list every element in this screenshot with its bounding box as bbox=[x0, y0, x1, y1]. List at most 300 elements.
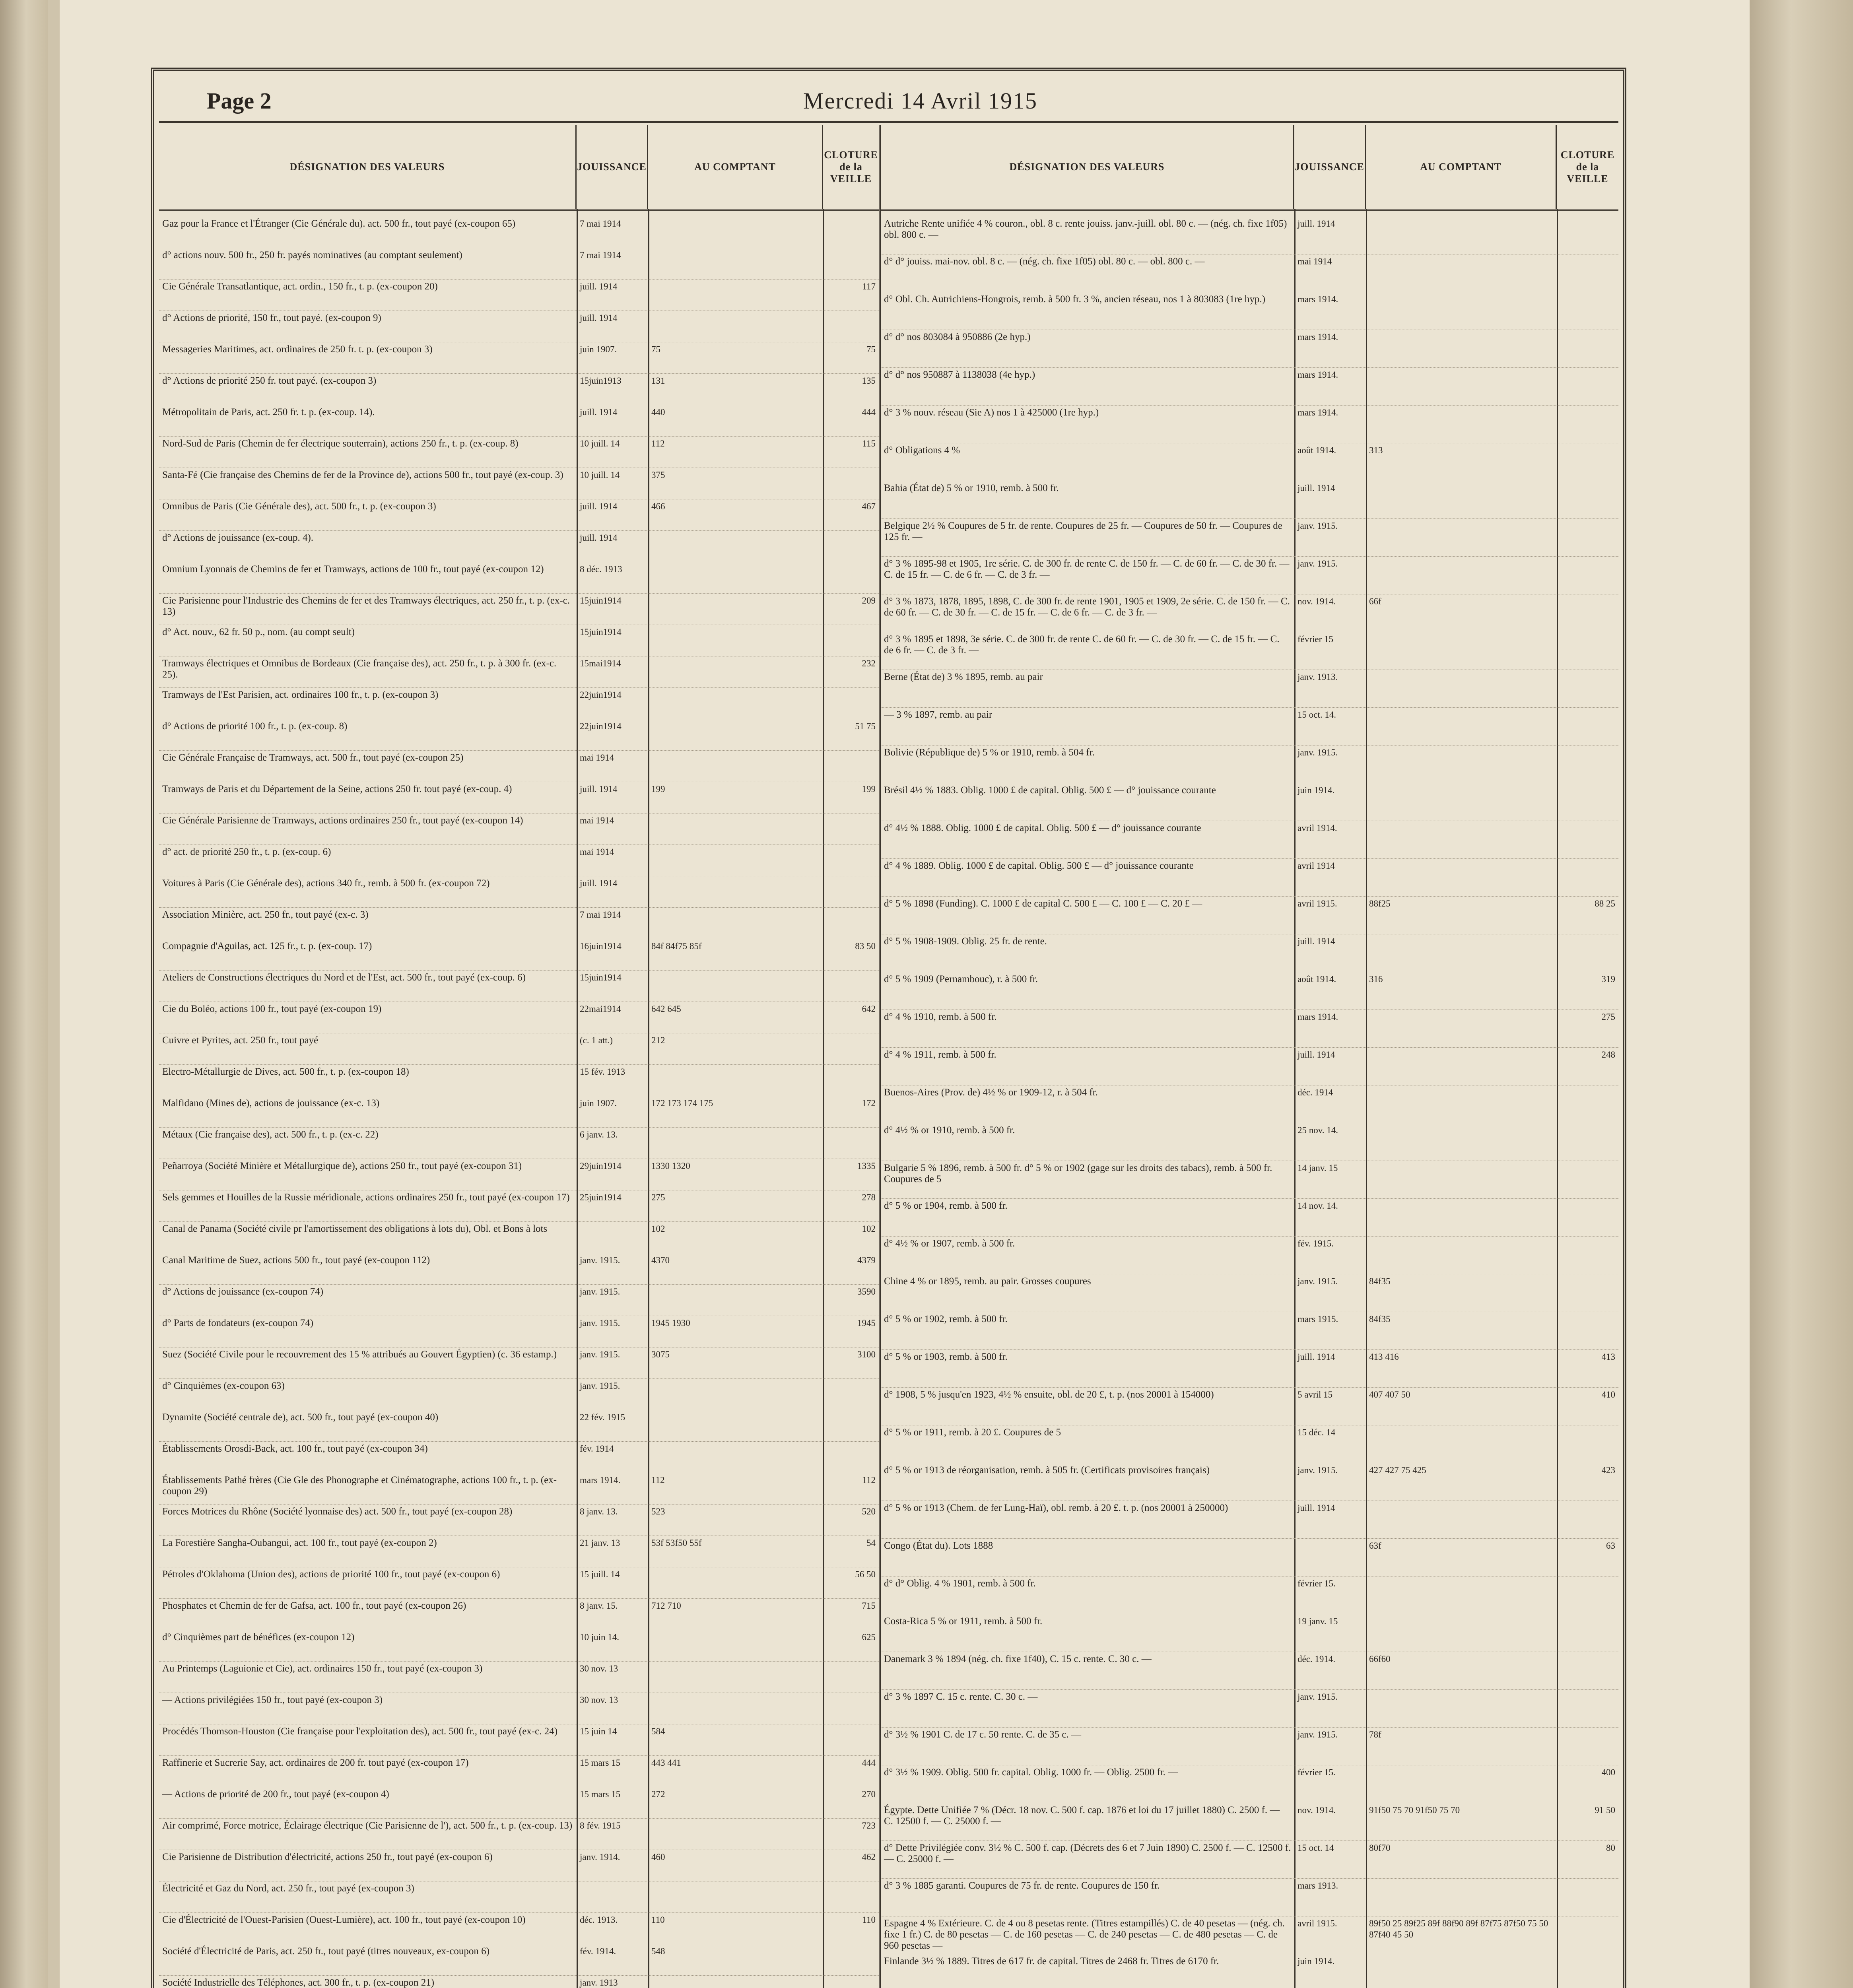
jouissance-date: juin 1914. bbox=[1297, 1956, 1335, 1966]
cash-price: 1330 1320 bbox=[651, 1161, 690, 1171]
table-row bbox=[159, 1567, 879, 1599]
security-name: d° 4½ % 1888. Oblig. 1000 £ de capital. Oblig. 500 £ — d° jouissance courante bbox=[884, 823, 1201, 833]
previous-close: 88 25 bbox=[1595, 899, 1615, 909]
cash-price bbox=[1366, 1501, 1557, 1504]
cash-price: 53f 53f50 55f bbox=[651, 1538, 702, 1548]
table-row bbox=[159, 719, 879, 751]
cash-price: 172 173 174 175 bbox=[651, 1098, 713, 1108]
table-row bbox=[159, 1159, 879, 1190]
table-row bbox=[881, 859, 1618, 897]
jouissance-date: juill. 1914 bbox=[1297, 483, 1335, 493]
previous-close: 172 bbox=[862, 1098, 876, 1108]
previous-close bbox=[823, 751, 879, 754]
previous-close: 4379 bbox=[857, 1255, 876, 1265]
header-comptant: AU COMPTANT bbox=[1366, 125, 1557, 209]
previous-close: 278 bbox=[862, 1192, 876, 1202]
previous-close bbox=[1557, 443, 1618, 447]
table-row bbox=[159, 1599, 879, 1630]
previous-close bbox=[1557, 859, 1618, 862]
security-name: Buenos-Aires (Prov. de) 4½ % or 1909-12, r. à 504 fr. bbox=[884, 1087, 1098, 1098]
security-name: d° Actions de priorité 250 fr. tout payé. (ex-coupon 3) bbox=[162, 375, 377, 386]
jouissance-date: 16juin1914 bbox=[580, 941, 622, 951]
previous-close bbox=[1557, 292, 1618, 295]
jouissance-date: 15 oct. 14 bbox=[1297, 1843, 1334, 1853]
jouissance-date: juin 1907. bbox=[580, 1098, 617, 1108]
previous-close bbox=[1557, 1728, 1618, 1731]
table-row bbox=[881, 1576, 1618, 1614]
table-row bbox=[159, 1253, 879, 1285]
previous-close bbox=[1557, 632, 1618, 635]
jouissance-date: mars 1914. bbox=[1297, 370, 1338, 380]
jouissance-date: 7 mai 1914 bbox=[580, 219, 621, 229]
security-name: Au Printemps (Laguionie et Cie), act. ordinaires 150 fr., tout payé (ex-coupon 3) bbox=[162, 1663, 483, 1674]
jouissance-date: nov. 1914. bbox=[1297, 596, 1336, 606]
previous-close: 444 bbox=[862, 407, 876, 417]
cash-price bbox=[648, 594, 823, 597]
previous-close bbox=[1557, 1085, 1618, 1089]
table-row bbox=[159, 594, 879, 625]
security-name: d° 4½ % or 1910, remb. à 500 fr. bbox=[884, 1125, 1015, 1136]
previous-close bbox=[1557, 1690, 1618, 1693]
table-row bbox=[881, 1728, 1618, 1765]
jouissance-date: 15 mars 15 bbox=[580, 1789, 621, 1799]
security-name: Malfidano (Mines de), actions de jouissance (ex-c. 13) bbox=[162, 1098, 380, 1109]
previous-close bbox=[1557, 1614, 1618, 1617]
security-name: d° 5 % 1908-1909. Oblig. 25 fr. de rente. bbox=[884, 936, 1047, 947]
table-row bbox=[159, 1693, 879, 1724]
previous-close bbox=[1557, 481, 1618, 484]
table-row bbox=[881, 897, 1618, 934]
table-row bbox=[881, 934, 1618, 972]
jouissance-date: juill. 1914 bbox=[580, 784, 618, 794]
table-row bbox=[881, 1652, 1618, 1690]
previous-close bbox=[823, 1662, 879, 1665]
table-row bbox=[159, 1316, 879, 1347]
header-jouissance: JOUISSANCE bbox=[577, 125, 648, 209]
previous-close: 1945 bbox=[857, 1318, 876, 1328]
previous-close: 117 bbox=[862, 282, 876, 291]
table-row bbox=[159, 248, 879, 280]
table-row bbox=[159, 813, 879, 845]
table-row bbox=[159, 1724, 879, 1756]
security-name: d° d° nos 950887 à 1138038 (4e hyp.) bbox=[884, 369, 1035, 380]
previous-close bbox=[823, 845, 879, 848]
left-rows bbox=[159, 217, 879, 1988]
security-name: Autriche Rente unifiée 4 % couron., obl. 8 c. rente jouiss. janv.-juill. obl. 80 c. — (nég. ch. fixe 1f05) obl. 800 c. — bbox=[884, 218, 1287, 240]
jouissance-date: 8 déc. 1913 bbox=[580, 564, 622, 574]
table-row bbox=[159, 845, 879, 876]
table-row bbox=[881, 708, 1618, 746]
previous-close bbox=[823, 217, 879, 220]
jouissance-date: mai 1914 bbox=[1297, 256, 1332, 266]
previous-close bbox=[823, 876, 879, 879]
cash-price bbox=[648, 217, 823, 220]
table-row bbox=[881, 1841, 1618, 1879]
previous-close: 275 bbox=[1601, 1012, 1615, 1022]
previous-close bbox=[823, 1410, 879, 1413]
previous-close: 83 50 bbox=[855, 941, 876, 951]
table-row bbox=[159, 782, 879, 813]
cash-price bbox=[1366, 1954, 1557, 1957]
jouissance-date: janv. 1915. bbox=[580, 1255, 620, 1265]
security-name: Electro-Métallurgie de Dives, act. 500 fr., t. p. (ex-coupon 18) bbox=[162, 1066, 409, 1077]
previous-close bbox=[823, 1379, 879, 1382]
previous-close: 209 bbox=[862, 596, 876, 606]
cash-price: 78f bbox=[1369, 1730, 1381, 1740]
table-row bbox=[159, 342, 879, 374]
previous-close bbox=[823, 1693, 879, 1696]
security-name: Cie Parisienne de Distribution d'électricité, actions 250 fr., tout payé (ex-coupon 6) bbox=[162, 1852, 493, 1862]
jouissance-date: août 1914. bbox=[1297, 445, 1336, 455]
table-row bbox=[881, 1123, 1618, 1161]
previous-close: 642 bbox=[862, 1004, 876, 1014]
table-row bbox=[159, 1976, 879, 1988]
cash-price: 84f35 bbox=[1369, 1276, 1391, 1286]
cash-price bbox=[1366, 1199, 1557, 1202]
previous-close bbox=[823, 1065, 879, 1068]
jouissance-date: 8 janv. 13. bbox=[580, 1507, 618, 1516]
security-name: Société Industrielle des Téléphones, act. 300 fr., t. p. (ex-coupon 21) bbox=[162, 1977, 435, 1988]
table-row bbox=[881, 1690, 1618, 1728]
jouissance-date: janv. 1915. bbox=[1297, 521, 1338, 531]
table-row bbox=[881, 1463, 1618, 1501]
previous-close bbox=[1557, 1161, 1618, 1164]
right-listing-column bbox=[879, 125, 1618, 1988]
security-name: d° 3 % nouv. réseau (Sie A) nos 1 à 425000 (1re hyp.) bbox=[884, 407, 1099, 418]
jouissance-date: 15 déc. 14 bbox=[1297, 1427, 1336, 1437]
previous-close: 54 bbox=[866, 1538, 876, 1548]
cash-price: 66f bbox=[1369, 596, 1381, 606]
previous-close: 270 bbox=[862, 1789, 876, 1799]
jouissance-date: mai 1914 bbox=[580, 847, 614, 857]
cash-price: 3075 bbox=[651, 1349, 670, 1359]
security-name: Danemark 3 % 1894 (nég. ch. fixe 1f40), C. 15 c. rente. C. 30 c. — bbox=[884, 1654, 1152, 1664]
previous-close: 51 75 bbox=[855, 721, 876, 731]
table-row bbox=[881, 972, 1618, 1010]
security-name: Belgique 2½ % Coupures de 5 fr. de rente. Coupures de 25 fr. — Coupures de 50 fr. — Coupures de 125 fr. — bbox=[884, 520, 1282, 542]
jouissance-date: janv. 1915. bbox=[1297, 1730, 1338, 1740]
security-name: Ateliers de Constructions électriques du Nord et de l'Est, act. 500 fr., tout payé (ex-coup. 6) bbox=[162, 972, 526, 983]
jouissance-date: juill. 1914 bbox=[1297, 219, 1335, 229]
security-name: Messageries Maritimes, act. ordinaires de 250 fr. t. p. (ex-coupon 3) bbox=[162, 344, 433, 355]
security-name: d° Parts de fondateurs (ex-coupon 74) bbox=[162, 1318, 314, 1328]
cash-price bbox=[648, 845, 823, 848]
security-name: d° 5 % or 1913 (Chem. de fer Lung-Haï), obl. remb. à 20 £. t. p. (nos 20001 à 250000) bbox=[884, 1503, 1228, 1513]
table-row bbox=[159, 1630, 879, 1662]
previous-close bbox=[1557, 1425, 1618, 1429]
cash-price bbox=[1366, 217, 1557, 220]
previous-close bbox=[1557, 368, 1618, 371]
cash-price bbox=[648, 813, 823, 817]
previous-close bbox=[823, 1881, 879, 1885]
table-row bbox=[159, 1096, 879, 1128]
table-row bbox=[159, 311, 879, 342]
previous-close bbox=[823, 1976, 879, 1979]
table-row bbox=[159, 217, 879, 248]
cash-price bbox=[648, 971, 823, 974]
security-name: Gaz pour la France et l'Étranger (Cie Générale du). act. 500 fr., tout payé (ex-coupon 65) bbox=[162, 218, 516, 229]
previous-close bbox=[823, 908, 879, 911]
cash-price: 212 bbox=[651, 1035, 665, 1045]
jouissance-date: janv. 1915. bbox=[1297, 559, 1338, 569]
table-row bbox=[159, 971, 879, 1002]
jouissance-date: juill. 1914 bbox=[1297, 936, 1335, 946]
security-name: Voitures à Paris (Cie Générale des), actions 340 fr., remb. à 500 fr. (ex-coupon 72) bbox=[162, 878, 490, 889]
security-name: d° 4 % 1910, remb. à 500 fr. bbox=[884, 1011, 997, 1022]
previous-close bbox=[1557, 406, 1618, 409]
cash-price: 407 407 50 bbox=[1369, 1390, 1410, 1400]
cash-price: 1945 1930 bbox=[651, 1318, 690, 1328]
table-row bbox=[881, 1765, 1618, 1803]
left-listing-column bbox=[159, 125, 879, 1988]
jouissance-date: fév. 1914. bbox=[580, 1946, 616, 1956]
previous-close bbox=[823, 248, 879, 251]
cash-price: 460 bbox=[651, 1852, 665, 1862]
previous-close: 3590 bbox=[857, 1287, 876, 1297]
security-name: Suez (Société Civile pour le recouvrement des 15 % attribués au Gouvert Égyptien) (c. 36 estamp.) bbox=[162, 1349, 557, 1360]
jouissance-date: 6 janv. 13. bbox=[580, 1130, 618, 1140]
jouissance-date: 15mai1914 bbox=[580, 658, 621, 668]
security-name: Congo (État du). Lots 1888 bbox=[884, 1540, 993, 1551]
page-header bbox=[159, 87, 1618, 119]
cash-price: 413 416 bbox=[1369, 1352, 1399, 1362]
jouissance-date: (c. 1 att.) bbox=[580, 1035, 613, 1045]
table-row bbox=[159, 908, 879, 939]
cash-price: 712 710 bbox=[651, 1601, 681, 1611]
cash-price bbox=[1366, 557, 1557, 560]
jouissance-date: janv. 1915. bbox=[1297, 1692, 1338, 1702]
previous-close bbox=[1557, 594, 1618, 598]
cash-price bbox=[648, 562, 823, 565]
jouissance-date: avril 1915. bbox=[1297, 899, 1337, 909]
cash-price: 84f35 bbox=[1369, 1314, 1391, 1324]
security-name: d° Actions de jouissance (ex-coupon 74) bbox=[162, 1286, 324, 1297]
security-name: Métropolitain de Paris, act. 250 fr. t. p. (ex-coup. 14). bbox=[162, 407, 375, 417]
jouissance-date: 22mai1914 bbox=[580, 1004, 621, 1014]
previous-close bbox=[1557, 519, 1618, 522]
security-name: Cie du Boléo, actions 100 fr., tout payé (ex-coupon 19) bbox=[162, 1004, 382, 1014]
security-name: d° 5 % or 1913 de réorganisation, remb. à 505 fr. (Certificats provisoires français) bbox=[884, 1465, 1210, 1475]
security-name: d° 3 % 1895-98 et 1905, 1re série. C. de 300 fr. de rente C. de 150 fr. — C. de 60 fr. — C. de 30 fr. — C. de 15 fr. — C. de 6 fr. — C. de 3 fr. — bbox=[884, 558, 1290, 580]
previous-close bbox=[823, 1033, 879, 1037]
previous-close bbox=[1557, 1916, 1618, 1920]
cash-price bbox=[1366, 670, 1557, 673]
previous-close: 112 bbox=[862, 1475, 876, 1485]
security-name: Tramways électriques et Omnibus de Bordeaux (Cie française des), act. 250 fr., t. p. à 300 fr. (ex-c. 25). bbox=[162, 658, 557, 680]
table-row bbox=[881, 1425, 1618, 1463]
security-name: Procédés Thomson-Houston (Cie française pour l'exploitation des), act. 500 fr., tout payé (ex-c. 24) bbox=[162, 1726, 558, 1737]
table-row bbox=[881, 254, 1618, 292]
jouissance-date: mars 1914. bbox=[1297, 332, 1338, 342]
previous-close bbox=[1557, 1652, 1618, 1655]
cash-price: 63f bbox=[1369, 1541, 1381, 1551]
table-row bbox=[159, 374, 879, 405]
security-name: d° Act. nouv., 62 fr. 50 p., nom. (au compt seult) bbox=[162, 627, 355, 637]
table-row bbox=[159, 1222, 879, 1253]
previous-close bbox=[823, 1944, 879, 1947]
security-name: d° 3 % 1897 C. 15 c. rente. C. 30 c. — bbox=[884, 1691, 1038, 1702]
security-name: d° Cinquièmes part de bénéfices (ex-coupon 12) bbox=[162, 1632, 355, 1642]
cash-price: 440 bbox=[651, 407, 665, 417]
jouissance-date: février 15 bbox=[1297, 634, 1334, 644]
header-designation: DÉSIGNATION DES VALEURS bbox=[159, 125, 577, 209]
cash-price bbox=[1366, 1237, 1557, 1240]
header-rule bbox=[159, 121, 1618, 123]
jouissance-date: avril 1914 bbox=[1297, 861, 1335, 871]
book-page-edge-right bbox=[1750, 0, 1853, 1988]
security-name: Omnibus de Paris (Cie Générale des), act. 500 fr., t. p. (ex-coupon 3) bbox=[162, 501, 436, 512]
table-row bbox=[881, 632, 1618, 670]
jouissance-date: juill. 1914 bbox=[580, 533, 618, 543]
table-row bbox=[881, 368, 1618, 406]
jouissance-date: janv. 1915. bbox=[580, 1318, 620, 1328]
jouissance-date: 21 janv. 13 bbox=[580, 1538, 620, 1548]
table-row bbox=[159, 531, 879, 562]
previous-close: 63 bbox=[1606, 1541, 1615, 1551]
previous-close: 110 bbox=[862, 1915, 876, 1925]
table-row bbox=[159, 1756, 879, 1787]
previous-close: 199 bbox=[862, 784, 876, 794]
jouissance-date: avril 1914. bbox=[1297, 823, 1337, 833]
cash-price: 523 bbox=[651, 1507, 665, 1516]
jouissance-date: déc. 1914. bbox=[1297, 1654, 1336, 1664]
page-number: Page 2 bbox=[207, 88, 272, 114]
table-row bbox=[881, 1954, 1618, 1988]
security-name: Société d'Électricité de Paris, act. 250 fr., tout payé (titres nouveaux, ex-coupon 6) bbox=[162, 1946, 489, 1957]
table-row bbox=[159, 280, 879, 311]
jouissance-date bbox=[577, 1881, 648, 1885]
jouissance-date: déc. 1913. bbox=[580, 1915, 618, 1925]
cash-price bbox=[648, 1410, 823, 1413]
previous-close: 625 bbox=[862, 1632, 876, 1642]
security-name: d° Actions de priorité 100 fr., t. p. (ex-coup. 8) bbox=[162, 721, 348, 732]
jouissance-date: juill. 1914 bbox=[580, 878, 618, 888]
cash-price bbox=[1366, 1048, 1557, 1051]
cash-price bbox=[648, 1976, 823, 1979]
security-name: — Actions de priorité de 200 fr., tout payé (ex-coupon 4) bbox=[162, 1789, 389, 1800]
table-row bbox=[159, 1190, 879, 1222]
cash-price bbox=[1366, 783, 1557, 786]
jouissance-date: 7 mai 1914 bbox=[580, 250, 621, 260]
cash-price bbox=[1366, 254, 1557, 258]
jouissance-date: juill. 1914 bbox=[580, 313, 618, 323]
security-name: Cie Parisienne pour l'Industrie des Chemins de fer et des Tramways électriques, act. 250 fr., t. p. (ex-c. 13) bbox=[162, 595, 570, 617]
security-name: Omnium Lyonnais de Chemins de fer et Tramways, actions de 100 fr., tout payé (ex-coupon 12) bbox=[162, 564, 544, 575]
table-row bbox=[159, 405, 879, 437]
table-row bbox=[881, 1274, 1618, 1312]
cash-price bbox=[1366, 1765, 1557, 1769]
book-spine-left bbox=[0, 0, 48, 1988]
security-name: Cie d'Électricité de l'Ouest-Parisien (Ouest-Lumière), act. 100 fr., tout payé (ex-coupon 10) bbox=[162, 1914, 526, 1925]
security-name: d° 5 % or 1904, remb. à 500 fr. bbox=[884, 1200, 1008, 1211]
security-name: Costa-Rica 5 % or 1911, remb. à 500 fr. bbox=[884, 1616, 1043, 1627]
jouissance-date: mars 1914. bbox=[1297, 408, 1338, 417]
security-name: d° Cinquièmes (ex-coupon 63) bbox=[162, 1380, 285, 1391]
jouissance-date: mai 1914 bbox=[580, 815, 614, 825]
table-row bbox=[159, 437, 879, 468]
previous-close bbox=[1557, 708, 1618, 711]
cash-price bbox=[648, 908, 823, 911]
previous-close bbox=[823, 311, 879, 314]
previous-close bbox=[1557, 1954, 1618, 1957]
previous-close bbox=[1557, 1576, 1618, 1580]
jouissance-date: 22juin1914 bbox=[580, 721, 622, 731]
jouissance-date: 5 avril 15 bbox=[1297, 1390, 1333, 1400]
security-name: d° 5 % or 1911, remb. à 20 £. Coupures de 5 bbox=[884, 1427, 1061, 1438]
cash-price bbox=[1366, 1879, 1557, 1882]
cash-price bbox=[648, 1662, 823, 1665]
cash-price bbox=[648, 1567, 823, 1571]
previous-close: 413 bbox=[1601, 1352, 1615, 1362]
security-name: d° 5 % 1898 (Funding). C. 1000 £ de capital C. 500 £ — C. 100 £ — C. 20 £ — bbox=[884, 898, 1202, 909]
table-row bbox=[881, 1085, 1618, 1123]
security-name: d° Dette Privilégiée conv. 3½ % C. 500 f. cap. (Décrets des 6 et 7 Juin 1890) C. 2500 f. — C. 12500 f. — C. 25000 f. — bbox=[884, 1842, 1291, 1864]
jouissance-date: mai 1914 bbox=[580, 753, 614, 763]
cash-price: 84f 84f75 85f bbox=[651, 941, 702, 951]
jouissance-date: 25juin1914 bbox=[580, 1192, 622, 1202]
table-row bbox=[881, 1388, 1618, 1425]
table-row bbox=[159, 1505, 879, 1536]
right-table-header bbox=[881, 125, 1618, 211]
jouissance-date: janv. 1915. bbox=[580, 1381, 620, 1391]
previous-close: 75 bbox=[866, 344, 876, 354]
header-jouissance: JOUISSANCE bbox=[1294, 125, 1366, 209]
jouissance-date: janv. 1915. bbox=[1297, 747, 1338, 757]
cash-price bbox=[648, 625, 823, 628]
cash-price: 275 bbox=[651, 1192, 665, 1202]
cash-price bbox=[1366, 746, 1557, 749]
jouissance-date bbox=[1294, 1539, 1366, 1542]
previous-close: 400 bbox=[1601, 1767, 1615, 1777]
previous-close: 102 bbox=[862, 1224, 876, 1234]
jouissance-date: 15juin1914 bbox=[580, 596, 622, 606]
table-row bbox=[881, 1312, 1618, 1350]
cash-price bbox=[648, 688, 823, 691]
cash-price: 88f25 bbox=[1369, 899, 1391, 909]
previous-close: 80 bbox=[1606, 1843, 1615, 1853]
jouissance-date: 15 juill. 14 bbox=[580, 1569, 620, 1579]
cash-price bbox=[648, 311, 823, 314]
previous-close bbox=[823, 531, 879, 534]
security-name: Cie Générale Transatlantique, act. ordin., 150 fr., t. p. (ex-coupon 20) bbox=[162, 281, 438, 292]
jouissance-date: juin 1914. bbox=[1297, 785, 1335, 795]
jouissance-date: janv. 1914. bbox=[580, 1852, 620, 1862]
table-row bbox=[159, 876, 879, 908]
cash-price bbox=[1366, 708, 1557, 711]
cash-price bbox=[1366, 1576, 1557, 1580]
table-row bbox=[159, 688, 879, 719]
cash-price bbox=[648, 1630, 823, 1633]
security-name: d° 5 % or 1902, remb. à 500 fr. bbox=[884, 1314, 1008, 1324]
table-row bbox=[159, 1285, 879, 1316]
previous-close bbox=[1557, 1237, 1618, 1240]
cash-price: 443 441 bbox=[651, 1758, 681, 1768]
security-name: Raffinerie et Sucrerie Say, act. ordinaires de 200 fr. tout payé (ex-coupon 17) bbox=[162, 1757, 469, 1768]
security-name: Dynamite (Société centrale de), act. 500 fr., tout payé (ex-coupon 40) bbox=[162, 1412, 439, 1423]
table-row bbox=[159, 1787, 879, 1819]
cash-price: 102 bbox=[651, 1224, 665, 1234]
cash-price bbox=[648, 1819, 823, 1822]
header-cloture: CLOTURE de la VEILLE bbox=[1560, 149, 1615, 184]
previous-close bbox=[1557, 1199, 1618, 1202]
cash-price bbox=[1366, 1085, 1557, 1089]
jouissance-date: 10 juill. 14 bbox=[580, 439, 620, 448]
cash-price: 80f70 bbox=[1369, 1843, 1391, 1853]
security-name: Association Minière, act. 250 fr., tout payé (ex-c. 3) bbox=[162, 909, 369, 920]
table-row bbox=[881, 443, 1618, 481]
security-name: Sels gemmes et Houilles de la Russie méridionale, actions ordinaires 250 fr., tout payé (ex-coupon 17) bbox=[162, 1192, 570, 1203]
previous-close bbox=[823, 688, 879, 691]
